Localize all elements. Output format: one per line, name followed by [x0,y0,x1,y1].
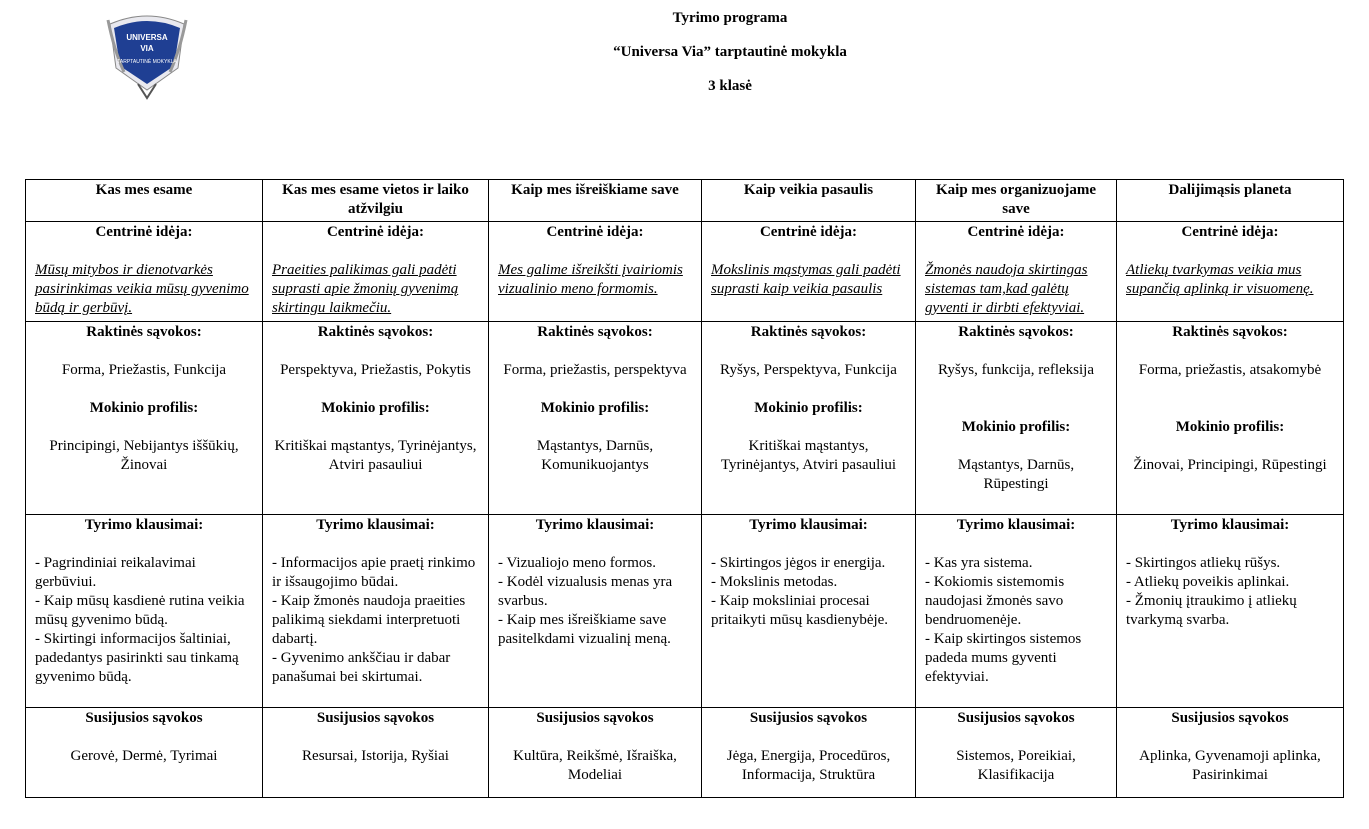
question-item: - Atliekų poveikis aplinkai. [1126,574,1290,590]
related-cell [263,708,489,798]
related-label: Susijusios sąvokos [957,710,1075,726]
related-label: Susijusios sąvokos [1171,710,1289,726]
questions-cell [1117,515,1344,708]
profile-text: Mąstantys, Darnūs, Komunikuojantys [536,438,654,473]
profile-text: Kritiškai mąstantys, Tyrinėjantys, Atviri pasauliui [720,438,897,473]
concepts-cell [702,322,916,515]
school-name: “Universa Via” tarptautinė mokykla [613,44,847,60]
idea-cell [1117,222,1344,322]
idea-cell [263,222,489,322]
idea-label: Centrinė idėja: [967,224,1065,240]
question-item: - Skirtingi informacijos šaltiniai, padedantys pasirinkti sau tinkamą gyvenimo būdą. [35,631,239,685]
question-item: - Kaip žmonės naudoja praeities palikimą siekdami interpretuoti dabartį. [272,593,466,647]
column-title: Kas mes esame vietos ir laiko atžvilgiu [263,180,489,222]
concepts-row [26,322,1344,515]
concepts-text: Forma, priežastis, atsakomybė [1138,362,1322,378]
questions-cell [916,515,1117,708]
column-title: Kaip mes organizuojame save [916,180,1117,222]
doc-title: Tyrimo programa [672,10,788,26]
questions-label: Tyrimo klausimai: [1170,517,1290,533]
idea-text: Mes galime išreikšti įvairiomis vizualinio meno formomis. [498,262,683,297]
central-idea-row [26,222,1344,322]
related-label: Susijusios sąvokos [85,710,203,726]
related-row [26,708,1344,798]
related-text: Resursai, Istorija, Ryšiai [302,748,449,764]
idea-label: Centrinė idėja: [326,224,425,240]
related-text: Gerovė, Dermė, Tyrimai [70,748,218,764]
column-title: Kaip veikia pasaulis [702,180,916,222]
idea-cell [26,222,263,322]
concepts-label: Raktinės sąvokos: [1172,324,1288,340]
question-item: - Gyvenimo ankščiau ir dabar panašumai bei skirtumai. [272,650,451,685]
concepts-cell [489,322,702,515]
question-item: - Kaip mūsų kasdienė rutina veikia mūsų gyvenimo būdą. [35,593,245,628]
questions-row [26,515,1344,708]
related-text: Sistemos, Poreikiai, Klasifikacija [956,748,1076,783]
idea-text: Žmonės naudoja skirtingas sistemas tam,kad galėtų gyventi ir dirbti efektyviai. [925,262,1088,316]
column-title: Dalijimąsis planeta [1117,180,1344,222]
questions-label: Tyrimo klausimai: [535,517,655,533]
profile-label: Mokinio profilis: [1175,419,1285,435]
question-item: - Kaip moksliniai procesai pritaikyti mūsų kasdienybėje. [711,593,889,628]
question-item: - Žmonių įtraukimo į atliekų tvarkymą svarba. [1126,593,1297,628]
concepts-label: Raktinės sąvokos: [86,324,202,340]
idea-cell [916,222,1117,322]
profile-text: Principingi, Nebijantys iššūkių, Žinovai [49,438,239,473]
related-text: Jėga, Energija, Procedūros, Informacija, Struktūra [726,748,891,783]
header-row [26,180,1344,222]
profile-text: Žinovai, Principingi, Rūpestingi [1133,457,1327,473]
concepts-cell [26,322,263,515]
question-item: - Skirtingos atliekų rūšys. [1126,555,1281,571]
concepts-label: Raktinės sąvokos: [537,324,653,340]
related-cell [916,708,1117,798]
related-text: Kultūra, Reikšmė, Išraiška, Modeliai [513,748,677,783]
column-title: Kaip mes išreiškiame save [489,180,702,222]
profile-label: Mokinio profilis: [89,400,199,416]
questions-label: Tyrimo klausimai: [84,517,204,533]
idea-text: Mokslinis mąstymas gali padėti suprasti kaip veikia pasaulis [711,262,901,297]
concepts-text: Ryšys, Perspektyva, Funkcija [720,362,897,378]
logo-text-top: UNIVERSA [126,33,168,42]
questions-cell [489,515,702,708]
related-cell [489,708,702,798]
question-item: - Kokiomis sistemomis naudojasi žmonės savo bendruomenėje. [925,574,1065,628]
question-item: - Kodėl vizualusis menas yra svarbus. [498,574,673,609]
related-text: Aplinka, Gyvenamoji aplinka, Pasirinkimai [1139,748,1321,783]
related-label: Susijusios sąvokos [749,710,868,726]
question-item: - Kaip skirtingos sistemos padeda mums gyventi efektyviai. [925,631,1082,685]
questions-cell [263,515,489,708]
idea-cell [489,222,702,322]
idea-label: Centrinė idėja: [759,224,858,240]
concepts-cell [263,322,489,515]
concepts-text: Perspektyva, Priežastis, Pokytis [280,362,471,378]
related-cell [26,708,263,798]
idea-text: Praeities palikimas gali padėti suprasti apie žmonių gyvenimą skirtingu laikmečiu. [272,262,459,316]
related-label: Susijusios sąvokos [536,710,654,726]
related-cell [1117,708,1344,798]
school-logo [104,10,190,106]
questions-label: Tyrimo klausimai: [956,517,1076,533]
grade-label: 3 klasė [708,78,752,94]
profile-label: Mokinio profilis: [321,400,430,416]
question-item: - Kaip mes išreiškiame save pasitelkdami vizualinį meną. [498,612,671,647]
question-item: - Skirtingos jėgos ir energija. [711,555,886,571]
idea-label: Centrinė idėja: [546,224,644,240]
column-title: Kas mes esame [26,180,263,222]
profile-text: Kritiškai mąstantys, Tyrinėjantys, Atviri pasauliui [274,438,477,473]
idea-label: Centrinė idėja: [95,224,193,240]
question-item: - Vizualiojo meno formos. [498,555,656,571]
question-item: - Pagrindiniai reikalavimai gerbūviui. [35,555,196,590]
concepts-label: Raktinės sąvokos: [750,324,867,340]
profile-label: Mokinio profilis: [961,419,1071,435]
questions-label: Tyrimo klausimai: [316,517,435,533]
question-item: - Mokslinis metodas. [711,574,838,590]
program-table [25,179,1344,798]
concepts-cell [1117,322,1344,515]
concepts-text: Ryšys, funkcija, refleksija [937,362,1095,378]
related-cell [702,708,916,798]
questions-cell [702,515,916,708]
concepts-label: Raktinės sąvokos: [958,324,1074,340]
question-item: - Kas yra sistema. [925,555,1033,571]
concepts-text: Forma, priežastis, perspektyva [503,362,687,378]
idea-text: Mūsų mitybos ir dienotvarkės pasirinkimas veikia mūsų gyvenimo būdą ir gerbūvį. [35,262,249,316]
questions-label: Tyrimo klausimai: [749,517,868,533]
concepts-label: Raktinės sąvokos: [317,324,434,340]
idea-label: Centrinė idėja: [1181,224,1279,240]
idea-cell [702,222,916,322]
profile-label: Mokinio profilis: [540,400,650,416]
concepts-text: Forma, Priežastis, Funkcija [61,362,227,378]
related-label: Susijusios sąvokos [316,710,435,726]
question-item: - Informacijos apie praetį rinkimo ir išsaugojimo būdai. [272,555,476,590]
idea-text: Atliekų tvarkymas veikia mus supančią aplinką ir visuomenę. [1126,262,1314,297]
logo-text-mid: VIA [140,44,154,53]
questions-cell [26,515,263,708]
concepts-cell [916,322,1117,515]
logo-text-bottom: TARPTAUTINĖ MOKYKLA [117,59,177,65]
profile-label: Mokinio profilis: [754,400,863,416]
profile-text: Mąstantys, Darnūs, Rūpestingi [957,457,1075,492]
